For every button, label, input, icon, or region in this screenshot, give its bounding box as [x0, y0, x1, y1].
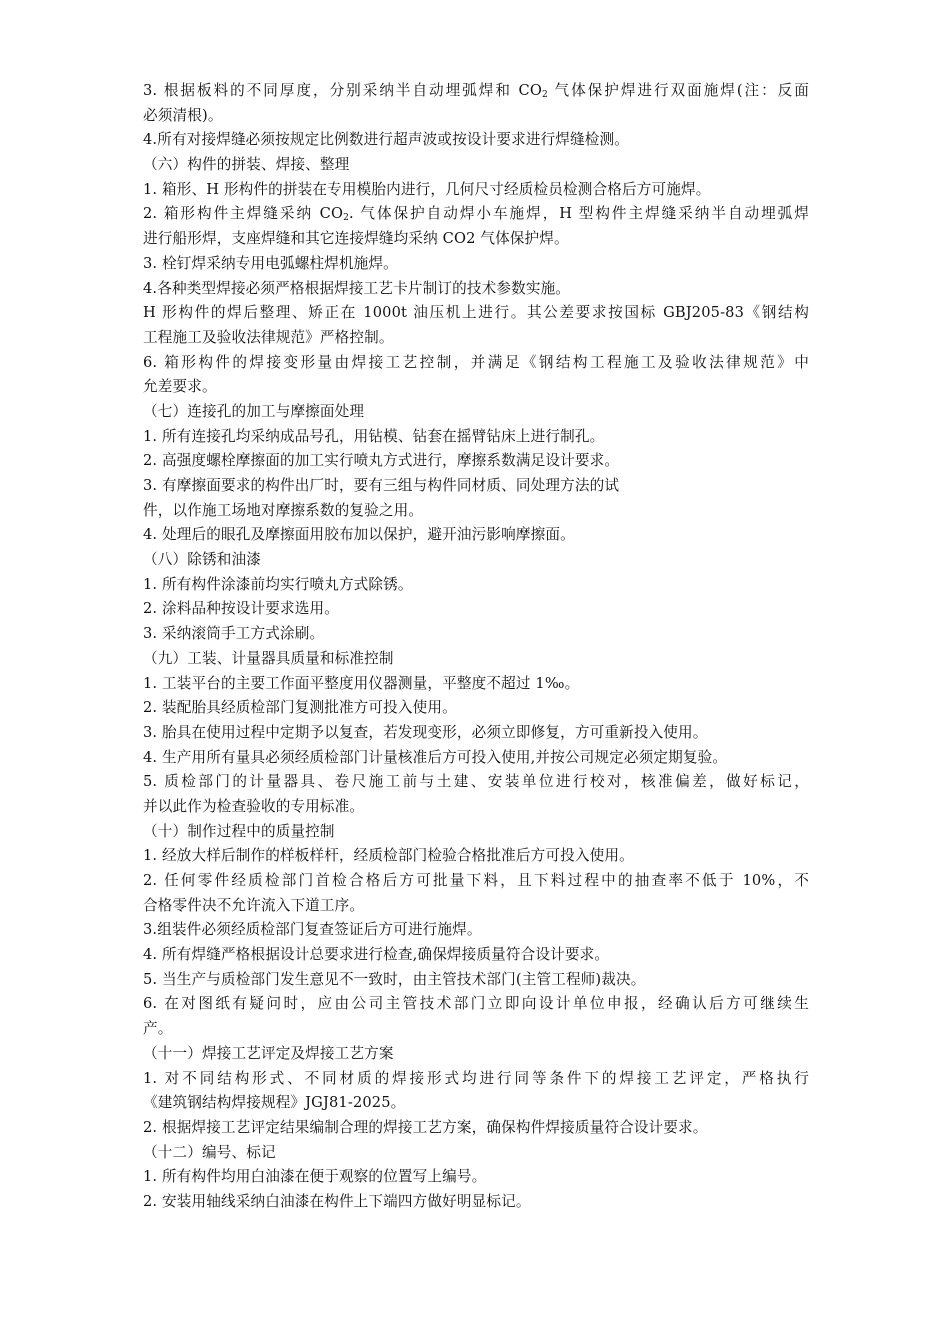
text-line: 2. 任何零件经质检部门首检合格后方可批量下料，且下料过程中的抽查率不低于 10%，不	[143, 872, 809, 889]
text-line: 3. 采纳滚筒手工方式涂刷。	[143, 625, 325, 643]
text-line: 2. 涂料品种按设计要求选用。	[143, 600, 339, 618]
text-line: 4. 所有焊缝严格根据设计总要求进行检查,确保焊接质量符合设计要求。	[143, 946, 610, 964]
text-line: 6. 在对图纸有疑问时，应由公司主管技术部门立即向设计单位申报，经确认后方可继续生	[143, 995, 809, 1013]
text-line: 1. 所有构件均用白油漆在便于观察的位置写上编号。	[143, 1168, 487, 1186]
text-line: 允差要求。	[143, 378, 217, 396]
section-heading: （七）连接孔的加工与摩擦面处理	[143, 402, 365, 420]
text-line: 2. 根据焊接工艺评定结果编制合理的焊接工艺方案，确保构件焊接质量符合设计要求。	[143, 1118, 708, 1136]
text-line: 进行船形焊，支座焊缝和其它连接焊缝均采纳 CO2 气体保护焊。	[143, 230, 569, 248]
section-heading: （九）工装、计量器具质量和标准控制	[143, 649, 394, 667]
text-line: 2. 装配胎具经质检部门复测批准方可投入使用。	[143, 699, 457, 717]
text-line: 工程施工及验收法律规范》严格控制。	[143, 328, 394, 346]
text-line: 件，以作施工场地对摩擦系数的复验之用。	[143, 501, 424, 519]
text-line: 并以此作为检查验收的专用标准。	[143, 797, 365, 815]
section-heading: （十二）编号、标记	[143, 1143, 276, 1161]
text-line: 必须清根)。	[143, 106, 223, 124]
text-line: 1. 所有连接孔均采纳成品号孔，用钻模、钻套在摇臂钻床上进行制孔。	[143, 427, 605, 445]
text-line: 4.所有对接焊缝必须按规定比例数进行超声波或按设计要求进行焊缝检测。	[143, 131, 630, 149]
document-body	[143, 79, 809, 1215]
text-line: 1. 工装平台的主要工作面平整度用仪器测量，平整度不超过 1‰。	[143, 674, 580, 692]
text-line: 3. 胎具在使用过程中定期予以复查，若发现变形，必须立即修复，方可重新投入使用。	[143, 723, 708, 741]
text-line: 4.各种类型焊接必须严格根据焊接工艺卡片制订的技术参数实施。	[143, 279, 571, 297]
text-line: 2. 箱形构件主焊缝采纳 $CO_2$. 气体保护自动焊小车施焊，H 型构件主焊缝采纳半自动埋弧焊	[143, 205, 809, 224]
section-heading: （八）除锈和油漆	[143, 551, 261, 569]
text-line: 2. 高强度螺栓摩擦面的加工实行喷丸方式进行，摩擦系数满足设计要求。	[143, 452, 620, 470]
text-line: 产。	[143, 1020, 173, 1038]
section-heading: （十一）焊接工艺评定及焊接工艺方案	[143, 1044, 394, 1062]
text-line: 3. 栓钉焊采纳专用电弧螺柱焊机施焊。	[143, 254, 398, 272]
text-line: H 形构件的焊后整理、矫正在 1000t 油压机上进行。其公差要求按国标 GBJ205-83《钢结构	[143, 304, 809, 322]
subscript: 2	[343, 213, 349, 224]
text-line: 3. 根据板料的不同厚度，分别采纳半自动埋弧焊和 $CO_2$ 气体保护焊进行双面施焊(注：反面	[143, 82, 809, 100]
text-line: 《建筑钢结构焊接规程》JGJ81-2025。	[143, 1094, 406, 1112]
text-line: 5. 当生产与质检部门发生意见不一致时，由主管技术部门(主管工程师)裁决。	[143, 970, 646, 988]
text-line: 5. 质检部门的计量器具、卷尺施工前与土建、安装单位进行校对，核准偏差，做好标记，	[143, 773, 809, 791]
section-heading: （十）制作过程中的质量控制	[143, 822, 335, 840]
text-line: 6. 箱形构件的焊接变形量由焊接工艺控制，并满足《钢结构工程施工及验收法律规范》中	[143, 353, 809, 371]
subscript: 2	[542, 90, 548, 100]
text-line: 合格零件决不允许流入下道工序。	[143, 896, 365, 914]
text-line: 1. 对不同结构形式、不同材质的焊接形式均进行同等条件下的焊接工艺评定，严格执行	[143, 1069, 809, 1087]
section-heading: （六）构件的拼装、焊接、整理	[143, 156, 350, 174]
text-line: 4. 生产用所有量具必须经质检部门计量核准后方可投入使用,并按公司规定必须定期复验。	[143, 748, 728, 766]
text-line: 2. 安装用轴线采纳白油漆在构件上下端四方做好明显标记。	[143, 1192, 531, 1210]
text-line: 3. 有摩擦面要求的构件出厂时，要有三组与构件同材质、同处理方法的试	[143, 477, 620, 494]
text-line: 3.组装件必须经质检部门复查签证后方可进行施焊。	[143, 921, 482, 939]
text-line: 1. 所有构件涂漆前均实行喷丸方式除锈。	[143, 575, 413, 593]
text-line: 1. 箱形、H 形构件的拼装在专用模胎内进行，几何尺寸经质检员检测合格后方可施焊。	[143, 180, 711, 198]
text-line: 1. 经放大样后制作的样板样杆，经质检部门检验合格批准后方可投入使用。	[143, 847, 634, 865]
text-line: 4. 处理后的眼孔及摩擦面用胶布加以保护，避开油污影响摩擦面。	[143, 526, 575, 544]
